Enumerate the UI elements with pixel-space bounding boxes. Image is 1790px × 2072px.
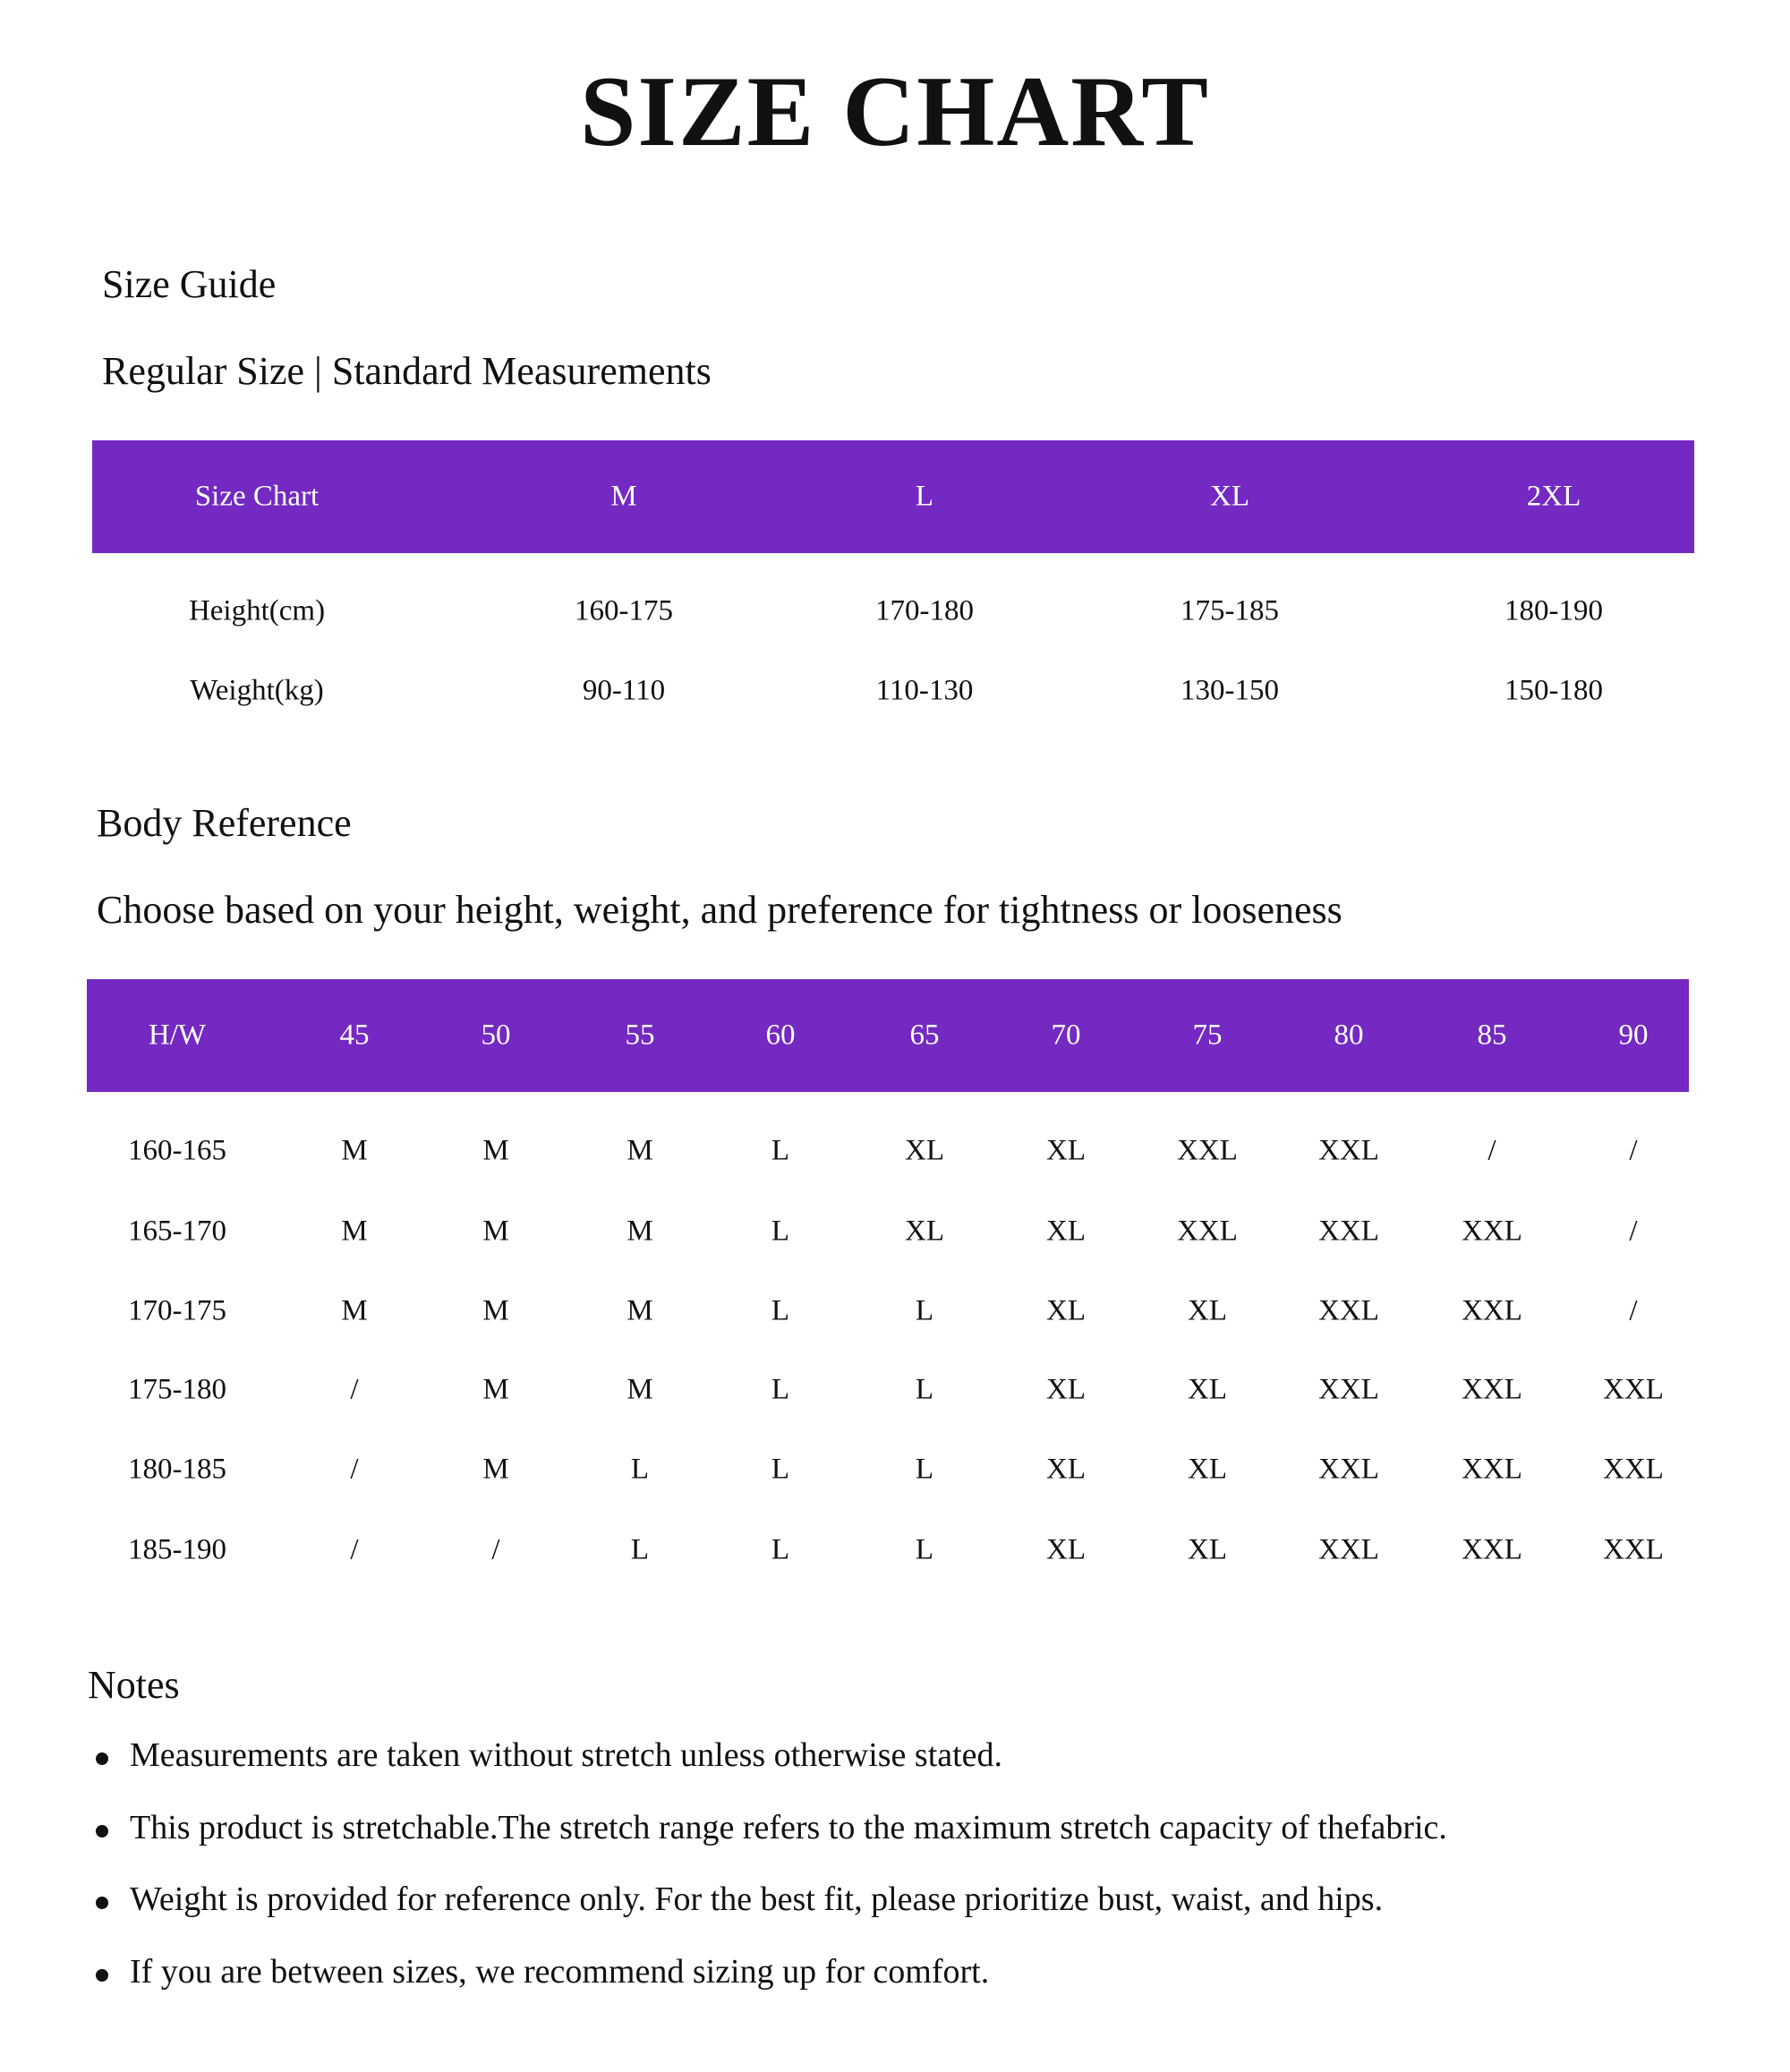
row-label: Height(cm): [188, 594, 326, 627]
note-item: Weight is provided for reference only. For the best fit, please prioritize bust, waist, and hips.: [130, 1880, 1384, 1918]
page-title: SIZE CHART: [580, 56, 1210, 167]
table-cell: XXL: [1603, 1453, 1664, 1486]
table-cell: XXL: [1462, 1294, 1522, 1327]
note-item: If you are between sizes, we recommend sizing up for comfort.: [130, 1953, 990, 1991]
header-cell: 90: [1618, 1019, 1649, 1052]
table-cell: XL: [1046, 1533, 1086, 1566]
table-cell: XL: [1046, 1373, 1086, 1406]
table-cell: XL: [1046, 1453, 1086, 1486]
header-cell: 60: [765, 1019, 796, 1052]
note-item: Measurements are taken without stretch unless otherwise stated.: [130, 1736, 1003, 1774]
header-cell: 65: [909, 1019, 940, 1052]
bullet-icon: [96, 1969, 108, 1982]
table-cell: 175-185: [1181, 594, 1279, 627]
table-cell: /: [350, 1533, 359, 1566]
table-cell: XXL: [1318, 1134, 1379, 1167]
header-cell: Size Chart: [194, 480, 320, 513]
table-cell: 150-180: [1504, 674, 1603, 707]
notes-heading: Notes: [88, 1663, 180, 1707]
table-cell: XXL: [1177, 1215, 1238, 1248]
bullet-icon: [96, 1897, 108, 1909]
table-cell: XXL: [1603, 1373, 1664, 1406]
table-cell: M: [482, 1294, 509, 1327]
table-cell: M: [482, 1373, 509, 1406]
row-label: 170-175: [128, 1294, 226, 1327]
table-cell: 110-130: [875, 674, 974, 707]
table-cell: XL: [1046, 1294, 1086, 1327]
table-cell: 170-180: [875, 594, 974, 627]
table-cell: M: [341, 1215, 368, 1248]
table-cell: L: [630, 1533, 650, 1566]
header-cell: 70: [1051, 1019, 1081, 1052]
row-label: 175-180: [128, 1373, 226, 1406]
row-label: 160-165: [128, 1134, 226, 1167]
table-cell: XXL: [1318, 1533, 1379, 1566]
header-cell: 55: [625, 1019, 655, 1052]
note-item: This product is stretchable.The stretch range refers to the maximum stretch capacity of thefabric.: [130, 1809, 1447, 1846]
table-cell: XL: [1188, 1533, 1227, 1566]
table-cell: XXL: [1318, 1453, 1379, 1486]
header-cell: XL: [1210, 480, 1249, 513]
table-cell: M: [626, 1134, 653, 1167]
header-cell: 50: [481, 1019, 511, 1052]
header-cell: L: [915, 480, 934, 513]
table-cell: L: [771, 1373, 790, 1406]
size-guide-heading: Size Guide: [102, 262, 277, 306]
table-cell: /: [1629, 1215, 1638, 1248]
table-cell: L: [771, 1453, 790, 1486]
table-cell: XXL: [1603, 1533, 1664, 1566]
body-reference-subheading: Choose based on your height, weight, and preference for tightness or looseness: [97, 888, 1342, 932]
header-cell: H/W: [148, 1019, 207, 1052]
table-cell: L: [915, 1373, 934, 1406]
size-chart-header-bar: [92, 440, 1694, 553]
header-cell: 45: [339, 1019, 370, 1052]
table-cell: XL: [905, 1215, 944, 1248]
body-reference-header-bar: [87, 979, 1689, 1092]
table-cell: L: [915, 1453, 934, 1486]
table-cell: 160-175: [575, 594, 673, 627]
header-cell: M: [610, 480, 637, 513]
table-cell: XXL: [1462, 1215, 1522, 1248]
table-cell: XXL: [1462, 1533, 1522, 1566]
table-cell: XL: [905, 1134, 944, 1167]
header-cell: 85: [1477, 1019, 1507, 1052]
bullet-icon: [96, 1752, 108, 1765]
table-cell: M: [341, 1294, 368, 1327]
table-cell: /: [350, 1373, 359, 1406]
table-cell: XXL: [1318, 1215, 1379, 1248]
table-cell: M: [626, 1294, 653, 1327]
row-label: 180-185: [128, 1453, 226, 1486]
table-cell: /: [491, 1533, 500, 1566]
table-cell: XXL: [1318, 1373, 1379, 1406]
header-cell: 75: [1192, 1019, 1223, 1052]
table-cell: XL: [1046, 1215, 1086, 1248]
row-label: Weight(kg): [190, 674, 324, 707]
table-cell: L: [771, 1215, 790, 1248]
table-cell: L: [630, 1453, 650, 1486]
table-cell: /: [1629, 1294, 1638, 1327]
table-cell: 180-190: [1504, 594, 1603, 627]
table-cell: M: [341, 1134, 368, 1167]
table-cell: /: [1629, 1134, 1638, 1167]
size-guide-subheading: Regular Size | Standard Measurements: [102, 349, 712, 393]
header-cell: 2XL: [1526, 480, 1581, 513]
table-cell: 130-150: [1181, 674, 1279, 707]
row-label: 185-190: [128, 1533, 226, 1566]
body-reference-heading: Body Reference: [97, 801, 352, 845]
table-cell: 90-110: [582, 674, 666, 707]
table-cell: /: [350, 1453, 359, 1486]
table-cell: L: [771, 1294, 790, 1327]
table-cell: M: [482, 1134, 509, 1167]
table-cell: L: [915, 1533, 934, 1566]
table-cell: XXL: [1177, 1134, 1238, 1167]
table-cell: XL: [1188, 1294, 1227, 1327]
table-cell: L: [771, 1134, 790, 1167]
table-cell: L: [771, 1533, 790, 1566]
table-cell: M: [626, 1215, 653, 1248]
table-cell: L: [915, 1294, 934, 1327]
table-cell: M: [626, 1373, 653, 1406]
bullet-icon: [96, 1825, 108, 1838]
header-cell: 80: [1334, 1019, 1364, 1052]
table-cell: XXL: [1318, 1294, 1379, 1327]
row-label: 165-170: [128, 1215, 226, 1248]
table-cell: XXL: [1462, 1453, 1522, 1486]
table-cell: XL: [1046, 1134, 1086, 1167]
table-cell: XL: [1188, 1453, 1227, 1486]
table-cell: /: [1487, 1134, 1496, 1167]
table-cell: M: [482, 1215, 509, 1248]
table-cell: M: [482, 1453, 509, 1486]
table-cell: XL: [1188, 1373, 1227, 1406]
table-cell: XXL: [1462, 1373, 1522, 1406]
